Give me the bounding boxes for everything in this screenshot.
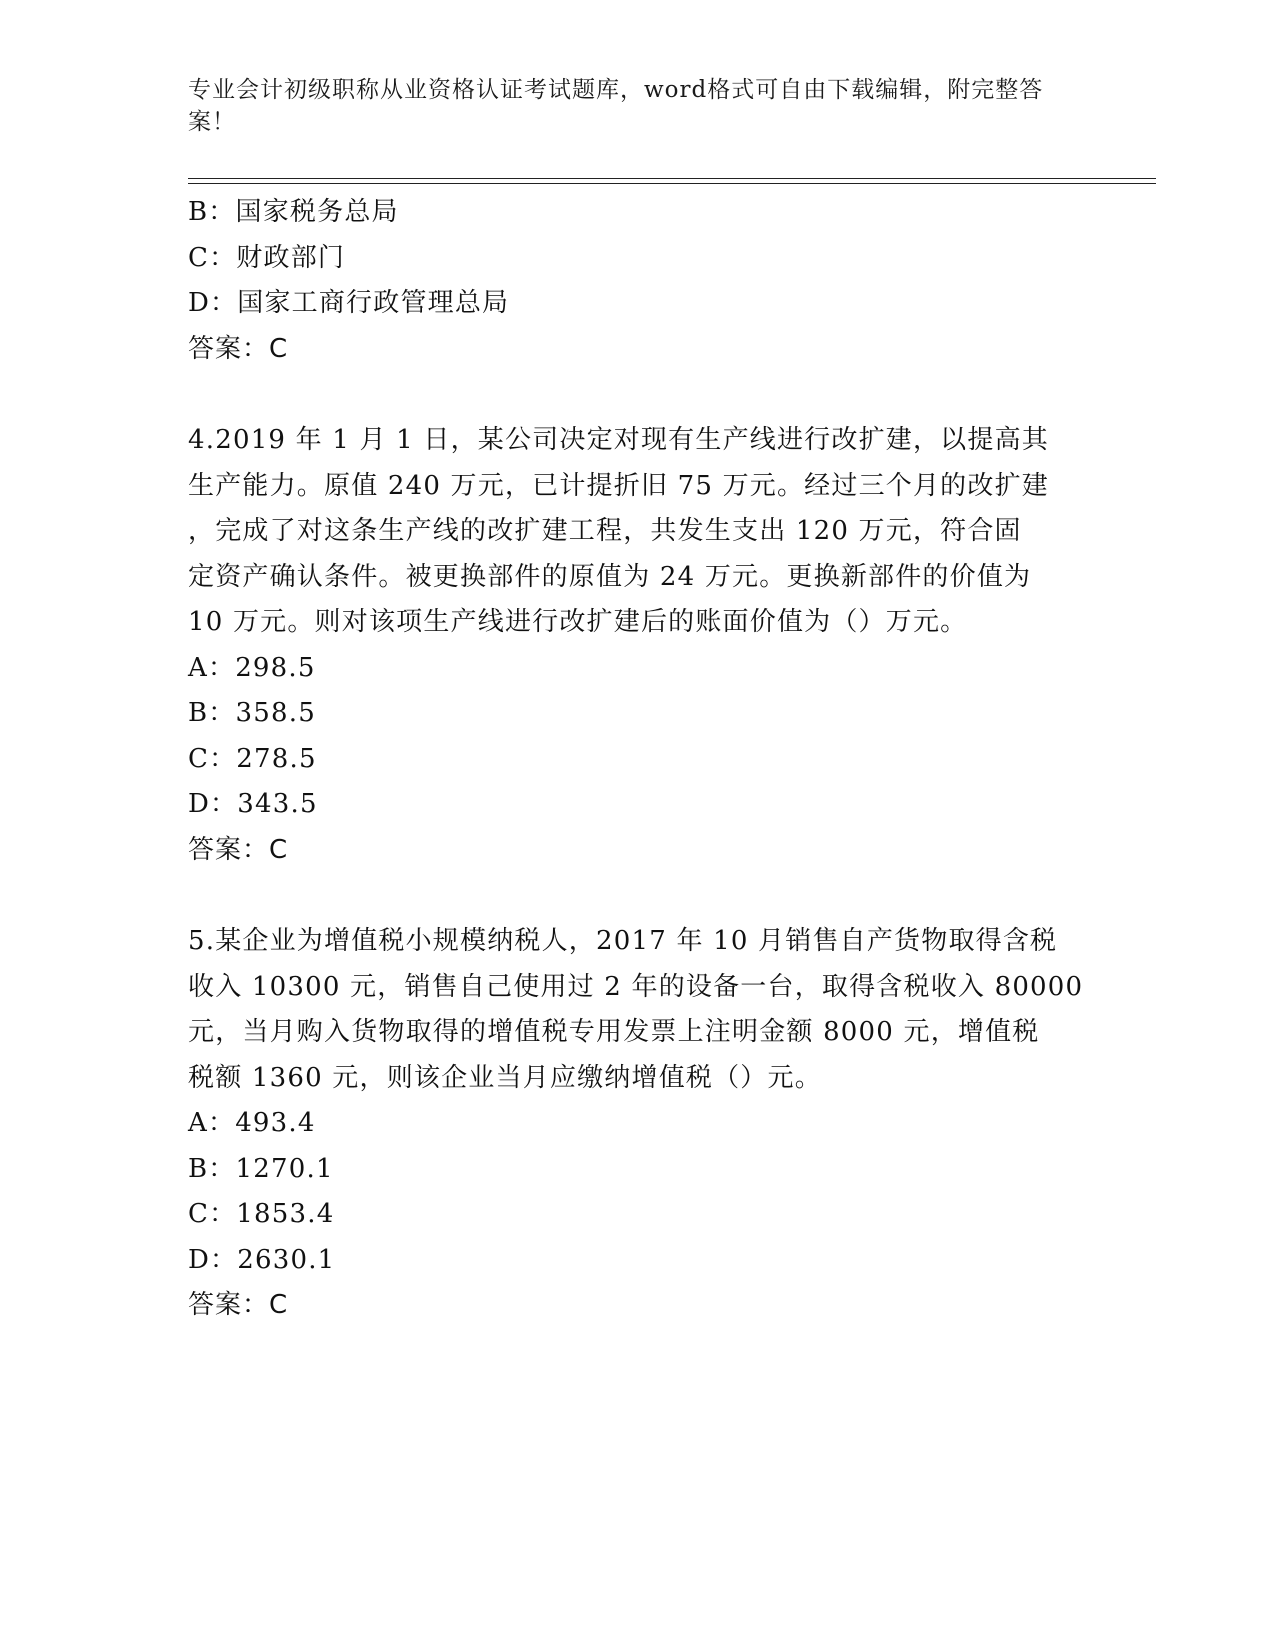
- answer-line: 答案：C: [188, 1290, 289, 1320]
- question-4-block: [188, 418, 1088, 873]
- option-b: B：1270.1: [188, 1153, 334, 1184]
- option-b: B：国家税务总局: [188, 197, 399, 227]
- option-c: C：1853.4: [188, 1199, 335, 1229]
- question-stem-line: 定资产确认条件。被更换部件的原值为 24 万元。更换新部件的价值为: [188, 561, 1032, 592]
- question-stem-line: 生产能力。原值 240 万元，已计提折旧 75 万元。经过三个月的改扩建: [188, 470, 1049, 501]
- option-b: B：358.5: [188, 698, 316, 728]
- option-d: D：343.5: [188, 789, 318, 819]
- option-a: A：493.4: [188, 1108, 316, 1138]
- question-5-block: [188, 919, 1088, 1329]
- question-stem-line: 元，当月购入货物取得的增值税专用发票上注明金额 8000 元，增值税: [188, 1017, 1040, 1047]
- question-content: [188, 190, 1088, 1329]
- header-divider-bottom: [188, 183, 1156, 184]
- option-d: D：国家工商行政管理总局: [188, 288, 510, 318]
- answer-line: 答案：C: [188, 333, 289, 364]
- question-stem-line: 收入 10300 元，销售自己使用过 2 年的设备一台，取得含税收入 80000: [188, 971, 1084, 1002]
- answer-line: 答案：C: [188, 834, 289, 865]
- question-stem-line: 4.2019 年 1 月 1 日，某公司决定对现有生产线进行改扩建，以提高其: [188, 425, 1049, 455]
- question-3-block: [188, 190, 1088, 372]
- question-stem-line: 税额 1360 元，则该企业当月应缴纳增值税（）元。: [188, 1062, 822, 1093]
- question-stem-line: ，完成了对这条生产线的改扩建工程，共发生支出 120 万元，符合固: [188, 516, 1022, 546]
- header-text: 专业会计初级职称从业资格认证考试题库，word格式可自由下载编辑，附完整答案！: [188, 77, 1044, 135]
- option-d: D：2630.1: [188, 1244, 336, 1275]
- option-c: C：财政部门: [188, 242, 346, 273]
- option-c: C：278.5: [188, 743, 317, 774]
- question-stem-line: 10 万元。则对该项生产线进行改扩建后的账面价值为（）万元。: [188, 607, 968, 637]
- question-stem-line: 5.某企业为增值税小规模纳税人，2017 年 10 月销售自产货物取得含税: [188, 926, 1058, 956]
- header-divider-top: [188, 178, 1156, 179]
- option-a: A：298.5: [188, 652, 316, 683]
